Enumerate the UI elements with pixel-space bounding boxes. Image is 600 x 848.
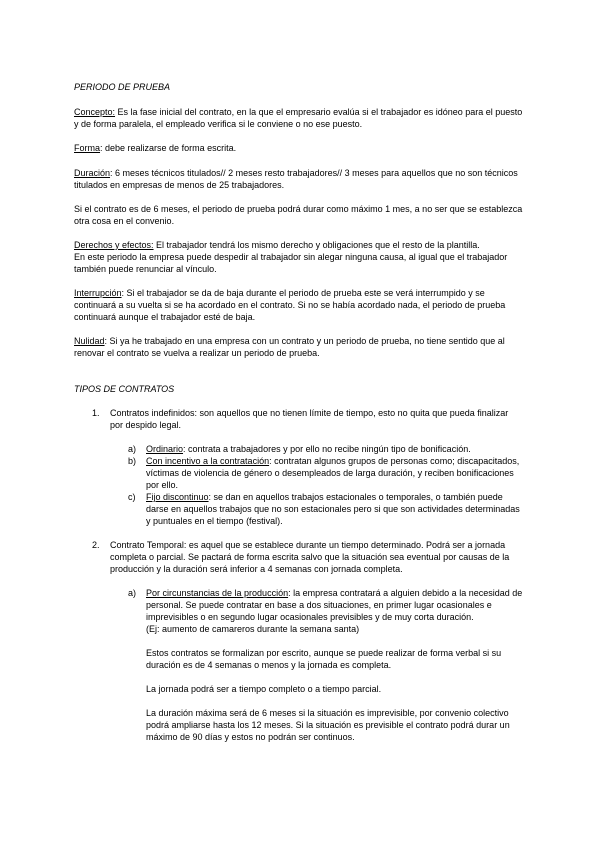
item2-a	[146, 588, 522, 599]
item2-a-text-4: (Ej: aumento de camareros durante la semana santa)	[146, 624, 360, 634]
item1-a	[146, 444, 471, 455]
item2-p1-text-2: duración es de 4 semanas o menos y la jornada es completa.	[146, 660, 392, 670]
paragraph-forma	[74, 143, 236, 154]
nulidad-text-1: : Si ya he trabajado en una empresa con un contrato y un periodo de prueba, no tiene sentido que al	[104, 336, 505, 346]
item1-b	[146, 456, 519, 467]
item2-text-2: completa o parcial. Se pactará de forma escrita salvo que la situación sea eventual por causas de la	[110, 552, 510, 562]
list-number-2: 2.	[92, 540, 100, 550]
item1-text-2: por despido legal.	[110, 420, 182, 430]
derechos-text-2: En este periodo la empresa puede despedir al trabajador sin alegar ninguna causa, al igual que el trabajador	[74, 252, 508, 262]
label-forma: Forma	[74, 143, 101, 153]
item1-b-text-2: víctimas de violencia de género o desempleados de larga duración, y reciben bonificaciones	[146, 468, 514, 478]
concepto-text-1: Es la fase inicial del contrato, en la que el empresario evalúa si el trabajador es idóneo para el puesto	[115, 107, 523, 117]
section-heading-periodo: PERIODO DE PRUEBA	[74, 82, 171, 92]
derechos-text-3: también puede renunciar al vínculo.	[74, 264, 217, 274]
item1-b-text-3: por ello.	[146, 480, 179, 490]
item2-a-text-2: personal. Se puede contratar en base a dos situaciones, en primer lugar ocasionales e	[146, 600, 492, 610]
interrupcion-text-3: continuará aunque el trabajador esté de baja.	[74, 312, 256, 322]
label-derechos: Derechos y efectos:	[74, 240, 154, 250]
item1-c-text-1: : se dan en aquellos trabajos estacionales o temporales, o también puede	[208, 492, 503, 502]
paragraph-concepto	[74, 107, 526, 118]
duracion-text-1: : 6 meses técnicos titulados// 2 meses resto trabajadores// 3 meses para aquellos que no son técnicos	[110, 168, 518, 178]
item1-text-1: Contratos indefinidos: son aquellos que no tienen límite de tiempo, esto no quita que pueda finalizar	[110, 408, 509, 418]
item1-a-letter: a)	[128, 444, 137, 454]
paragraph-interrupcion	[74, 288, 485, 299]
concepto-text-2: y de forma paralela, el empleado verifica si le conviene o no ese puesto.	[74, 119, 363, 129]
interrupcion-text-1: : Si el trabajador se da de baja durante el periodo de prueba este se verá interrumpido y se	[121, 288, 485, 298]
label-concepto: Concepto:	[74, 107, 116, 117]
item2-a-letter: a)	[128, 588, 137, 598]
section-heading-tipos: TIPOS DE CONTRATOS	[74, 384, 175, 394]
item2-a-text-1: : la empresa contratará a alguien debido a la necesidad de	[288, 588, 523, 598]
paragraph-duracion	[74, 168, 518, 179]
duracion-text-2: titulados en empresas de menos de 25 trabajadores.	[74, 180, 285, 190]
paragraph-derechos	[74, 240, 480, 251]
list-number-1: 1.	[92, 408, 100, 418]
item2-p3-text-1: La duración máxima será de 6 meses si la situación es imprevisible, por convenio colectivo	[146, 708, 509, 718]
item2-p1-text-1: Estos contratos se formalizan por escrito, aunque se puede realizar de forma verbal si su	[146, 648, 502, 658]
item2-p3-text-3: máximo de 90 días y estos no podrán ser continuos.	[146, 732, 355, 742]
paragraph-nulidad	[74, 336, 505, 347]
derechos-text-1: El trabajador tendrá los mismo derecho y obligaciones que el resto de la plantilla.	[153, 240, 480, 250]
item2-text-3: producción y la duración será inferior a 4 semanas con jornada completa.	[110, 564, 403, 574]
item2-p2-text: La jornada podrá ser a tiempo completo o a tiempo parcial.	[146, 684, 382, 694]
item1-b-text-1: : contratan algunos grupos de personas como; discapacitados,	[269, 456, 520, 466]
interrupcion-text-2: continuará a su vuelta si se ha acordado en el contrato. Si no se había acordado nada, el periodo de prueba	[74, 300, 506, 310]
label-fijo-discontinuo: Fijo discontinuo	[146, 492, 209, 502]
item1-c	[146, 492, 503, 503]
label-incentivo: Con incentivo a la contratación	[146, 456, 270, 466]
item1-a-text: : contrata a trabajadores y por ello no recibe ningún tipo de bonificación.	[183, 444, 471, 454]
label-circunstancias: Por circunstancias de la producción	[146, 588, 289, 598]
item2-a-text-3: imprevisibles o en segundo lugar ocasionales previsibles y de muy corta duración.	[146, 612, 474, 622]
nulidad-text-2: renovar el contrato se vuelva a realizar un periodo de prueba.	[74, 348, 320, 358]
contrato6-text-1: Si el contrato es de 6 meses, el periodo de prueba podrá durar como máximo 1 mes, a no ser que se establezca	[74, 204, 523, 214]
item1-b-letter: b)	[128, 456, 137, 466]
label-interrupcion: Interrupción	[74, 288, 122, 298]
label-ordinario: Ordinario	[146, 444, 184, 454]
item1-c-letter: c)	[128, 492, 136, 502]
item1-c-text-2: darse en aquellos trabajos que no son estacionales pero si que son actividades determinadas	[146, 504, 520, 514]
item2-text-1: Contrato Temporal: es aquel que se establece durante un tiempo determinado. Podrá ser a jornada	[110, 540, 506, 550]
item1-c-text-3: y puntuales en el tiempo (festival).	[146, 516, 283, 526]
forma-text: : debe realizarse de forma escrita.	[100, 143, 237, 153]
contrato6-text-2: otra cosa en el convenio.	[74, 216, 175, 226]
label-duracion: Duración	[74, 168, 111, 178]
label-nulidad: Nulidad	[74, 336, 105, 346]
item2-p3-text-2: podrá ampliarse hasta los 12 meses. Si la situación es previsible el contrato podrá durar un	[146, 720, 510, 730]
